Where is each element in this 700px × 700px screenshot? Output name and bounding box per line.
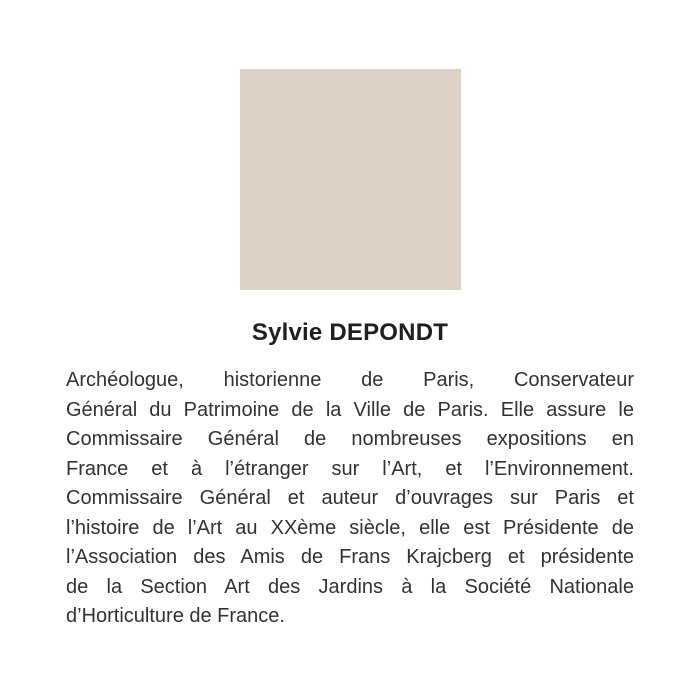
bio-line: Archéologue, historienne de Paris, Conservateur bbox=[66, 369, 634, 391]
profile-bio bbox=[66, 366, 634, 632]
profile-name: Sylvie DEPONDT bbox=[251, 319, 449, 346]
bio-line: d’Horticulture de France. bbox=[66, 605, 285, 627]
bio-line: Commissaire Général et auteur d’ouvrages sur Paris et bbox=[66, 487, 634, 509]
bio-line: de la Section Art des Jardins à la Société Nationale bbox=[66, 575, 634, 598]
bio-line: l’histoire de l’Art au XXème siècle, elle est Présidente de bbox=[66, 516, 634, 539]
bio-line: l’Association des Amis de Frans Krajcberg et présidente bbox=[66, 546, 634, 568]
bio-line: Général du Patrimoine de la Ville de Paris. Elle assure le bbox=[66, 398, 634, 421]
bio-line: Commissaire Général de nombreuses expositions en bbox=[66, 428, 634, 450]
profile-image-placeholder bbox=[240, 69, 461, 290]
bio-line: France et à l’étranger sur l’Art, et l’Environnement. bbox=[66, 457, 634, 480]
